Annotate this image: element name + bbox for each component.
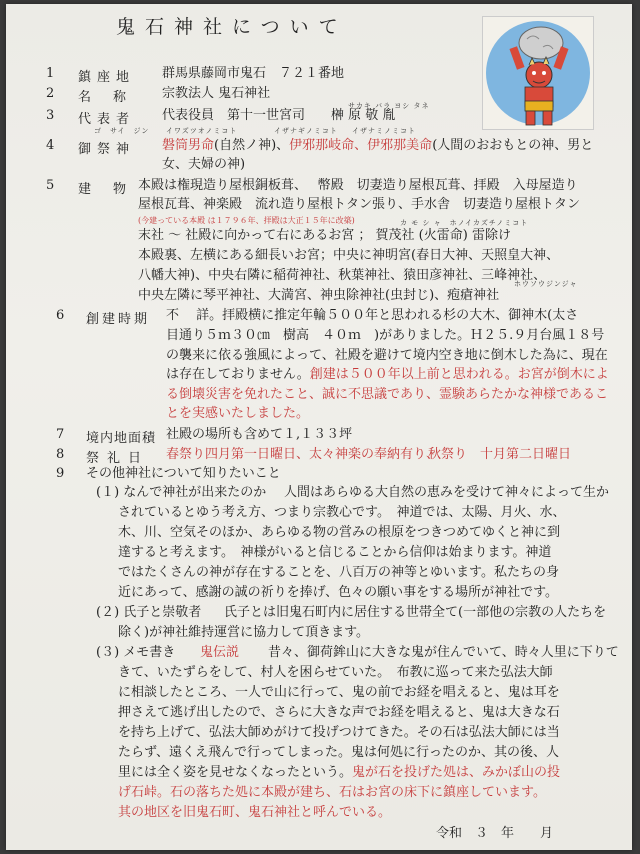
item-number: 5 xyxy=(46,178,55,193)
festival-autumn: 秋祭り 十月第二日曜日 xyxy=(428,447,572,462)
building-line: 八幡大神)、中央右隣に稲荷神社、秋葉神社、猿田彦神社、三峰神社、 xyxy=(138,268,547,283)
item-label: 境内地面積 xyxy=(86,431,157,446)
q1-line: 木、川、空気そのほか、あらゆる物の営みの根原をつきつめてゆくと神に到 xyxy=(118,525,561,540)
saijin-line2: 女、夫婦の神) xyxy=(162,157,246,172)
q3-line: 其の地区を旧鬼石町、鬼石神社と呼んでいる。 xyxy=(118,805,392,820)
item-label: 代表者 xyxy=(78,112,136,127)
document-sheet xyxy=(6,4,632,850)
item-number: 2 xyxy=(46,86,55,101)
q3-heading: (３) メモ書き xyxy=(96,645,176,660)
q3-line: きて、いたずらをして、村人を困らせていた。 布教に巡って来た弘法大師 xyxy=(118,665,553,680)
saijin-b: (自然ノ神)、 xyxy=(214,138,290,153)
q3-line: 押さえて逃げ出したので、さらに大きな声でお経を唱えると、鬼は大きな石 xyxy=(118,705,560,720)
founding-line xyxy=(166,367,609,383)
item-number: 3 xyxy=(46,108,55,123)
building-line: 中央左隣に琴平神社、大満宮、神虫除神社(虫封じ)、疱瘡神社 xyxy=(138,288,500,303)
q2-line: 除く)が神社維持運営に協力して頂きます。 xyxy=(118,625,370,640)
q3-line: 昔々、御荷鉾山に大きな鬼が住んでいて、時々人里に下りて xyxy=(268,645,619,660)
founding-line: 不 詳。拝殿横に推定年輪５００年と思われる杉の大木、御神木(太さ xyxy=(166,308,579,323)
building-line: 本殿は権現造り屋根銅板葺、 幣殿 切妻造り屋根瓦葺、拝殿 入母屋造り xyxy=(138,178,578,193)
item-label: 創建時期 xyxy=(86,312,151,327)
oni-lifting-rock-icon xyxy=(483,17,593,129)
item-number: 6 xyxy=(56,308,65,323)
item-number: 8 xyxy=(56,447,65,462)
q1-line: 近にあって、感謝の誠の祈りを捧げ、色々の願い事をする場所が神社です。 xyxy=(118,585,559,600)
q3-line xyxy=(118,765,560,781)
item-label: 鎮座地 xyxy=(78,70,136,85)
ruby: ホウソウジンジャ xyxy=(514,280,578,288)
founding-line: の襲来に依る強風によって、社殿を避けて境内空き地に倒木した為に、現在 xyxy=(166,348,608,363)
item-value: 群馬県藤岡市鬼石 ７２１番地 xyxy=(162,66,345,81)
founding-line: 目通り５ｍ３０㎝ 樹高 ４０ｍ )がありました。Ｈ２５.９月台風１８号 xyxy=(166,328,605,343)
building-note: (今建っている本殿 は１７９６年、拝殿は大正１５年に改築) xyxy=(138,216,355,225)
name-ruby: サカキ バラ ヨシ タネ xyxy=(348,102,430,110)
oni-illustration xyxy=(482,16,594,130)
document-date: 令和 ３ 年 月 xyxy=(436,826,554,841)
item-label: 名称 xyxy=(78,90,149,105)
q1-line: ではたくさんの神が存在することを、八百万の神等とゆいます。私たちの身 xyxy=(118,565,559,580)
item-number: 9 xyxy=(56,466,65,481)
q3-line: を持ち上げて、弘法大師めがけて投げつけてきた。その石は弘法大師には当 xyxy=(118,725,560,740)
founding-line: る倒壊災害を免れたこと、誠に不思議であり、霊験あらたかな神様であるこ xyxy=(166,387,609,402)
ruby: イザナミノミコト xyxy=(352,127,416,135)
ruby: カ モ シ ャ ホノイカズチノミコト xyxy=(400,219,529,227)
ruby: イワズツオノミコト xyxy=(166,127,238,135)
saijin-line1 xyxy=(162,138,593,154)
item-value: その他神社について知りたいこと xyxy=(86,466,281,481)
saijin-d: (人間のおおもとの神、男と xyxy=(432,138,594,153)
festival-spring: 春祭り四月第一日曜日、太々神楽の奉納有り、 xyxy=(166,447,440,462)
founding-l4b: 創建は５００年以上前と思われる。お宮が倒木によ xyxy=(309,367,609,382)
q3-legend-title: 鬼伝説 xyxy=(200,645,240,660)
saijin-c: 伊邪那岐命、伊邪那美命 xyxy=(289,138,433,153)
ruby: イザナギノミコト xyxy=(274,127,338,135)
item-label: 建物 xyxy=(78,182,149,197)
item-value: 社殿の場所も含めて１,１３３坪 xyxy=(166,427,353,442)
q3-l7a: 里には全く姿を見せなくなったという。 xyxy=(118,765,353,780)
item-number: 1 xyxy=(46,66,55,81)
page-title: 鬼石神社について xyxy=(116,16,348,38)
q1-line: されているとゆう考え方、つまり宗教心です。 神道では、太陽、月火、水、 xyxy=(118,505,566,520)
founding-line: とを実感いたしました。 xyxy=(166,406,310,421)
q3-line: たらず、遠くえ飛んで行ってしまった。鬼は何処に行ったのか、其の後、人 xyxy=(118,745,559,760)
q1-heading: (１) なんで神社が出来たのか xyxy=(96,485,267,500)
item-number: 7 xyxy=(56,427,65,442)
item-value: 宗教法人 鬼石神社 xyxy=(162,86,271,101)
q2-line: 氏子とは旧鬼石町内に居住する世帯全て(一部他の宗教の人たちを xyxy=(224,605,607,620)
item-value: 代表役員 第十一世宮司 榊 原 敬 胤 xyxy=(162,108,396,123)
item-label: 御祭神 xyxy=(78,142,136,157)
item-label: 祭礼日 xyxy=(86,451,150,466)
founding-l4a: は存在しておりません。 xyxy=(166,367,310,382)
q2-heading: (２) 氏子と崇敬者 xyxy=(96,605,202,620)
saijin-a: 磐筒男命 xyxy=(162,138,215,153)
q1-line: 人間はあらゆる大自然の恵みを受けて神々によって生か xyxy=(284,485,610,500)
building-line: 本殿裏、左横にある細長いお宮；中央に神明宮(春日大神、天照皇大神、 xyxy=(138,248,560,263)
ruby: ゴ サイ ジン xyxy=(94,127,150,135)
q1-line: 達すると考えます。 神様がいると信じることから信仰は始まります。神道 xyxy=(118,545,552,560)
q3-l7b: 鬼が石を投げた処は、みかぼ山の投 xyxy=(352,765,561,780)
building-line: 屋根瓦葺、神楽殿 流れ造り屋根トタン張り、手水舎 切妻造り屋根トタン xyxy=(138,197,581,212)
q3-line: げ石峠。石の落ちた処に本殿が建ち、石はお宮の床下に鎮座しています。 xyxy=(118,785,546,800)
item-number: 4 xyxy=(46,138,55,153)
q3-line: に相談したところ、一人で山に行って、鬼の前でお経を唱えると、鬼は耳を xyxy=(118,685,560,700)
building-line: 末社 ～ 社殿に向かって右にあるお宮 ； 賀茂社 (火雷命) 雷除け xyxy=(138,228,511,243)
